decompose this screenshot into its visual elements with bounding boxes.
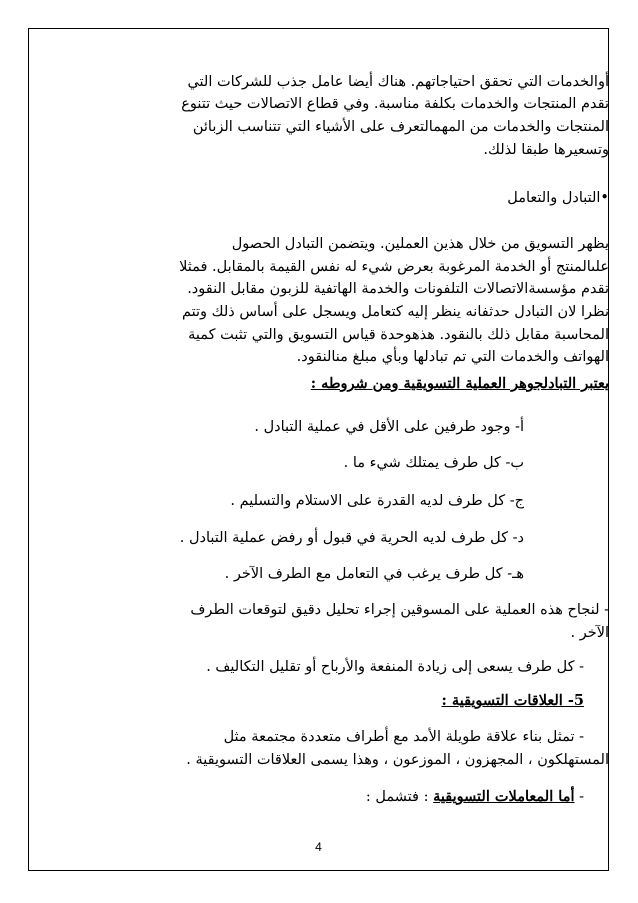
transactions-suffix: : فتشمل : <box>365 789 434 805</box>
paragraph-2-line-3: تقدم مؤسسةالاتصالات التلفونات والخدمة الهاتفية للزبون مقابل النقود. <box>187 281 609 297</box>
paragraph-2-line-6: الهواتف والخدمات التي تم تبادلها وبأي مبلغ منالنقود. <box>296 349 609 365</box>
paragraph-2-line-4: نظرا لان التبادل حدثفانه ينظر إليه كتعامل ويسجل على أساس ذلك وتتم <box>181 304 609 320</box>
condition-item: ب- كل طرف يمتلك شيء ما . <box>343 455 524 471</box>
page-number: 4 <box>315 840 322 854</box>
relations-text-line-2: المستهلكون ، المجهزون ، الموزعون ، وهذا يسمى العلاقات التسويقية . <box>186 752 609 768</box>
paragraph-1-line-2: تقدم المنتجات والخدمات بكلفة مناسبة. وفي قطاع الاتصالات حيث تتنوع <box>181 96 609 112</box>
paragraph-2-line-5: المحاسبة مقابل ذلك بالنقود. هذهوحدة قياس التسويق والتي تثبت كمية <box>188 327 609 343</box>
condition-item: أ- وجود طرفين على الأقل في عملية التبادل . <box>254 419 524 435</box>
success-note-line-2: الآخر . <box>570 625 609 641</box>
paragraph-2-line-1: يظهر التسويق من خلال هذين العملين. ويتضمن التبادل الحصول <box>231 236 609 252</box>
paragraph-1-line-1: أوالخدمات التي تحقق احتياجاتهم. هناك أيضا عامل جذب للشركات التي <box>187 74 609 90</box>
transactions-prefix: - <box>574 789 584 805</box>
conditions-heading <box>28 373 609 395</box>
paragraph-1-line-3: المنتجات والخدمات من المهمالتعرف على الأشياء التي تتناسب الزبائن <box>192 119 609 135</box>
each-party-note: - كل طرف يسعى إلى زيادة المنفعة والأرباح أو تقليل التكاليف . <box>206 659 584 675</box>
relations-text-line-1: - تمثل بناء علاقة طويلة الأمد مع أطراف متعددة مجتمعة مثل <box>223 729 584 745</box>
paragraph-2-line-2: علىالمنتج أو الخدمة المرغوبة بعرض شيء له نفس القيمة بالمقابل. فمثلا <box>179 259 609 275</box>
success-note-line-1: - لنجاح هذه العملية على المسوقين إجراء تحليل دقيق لتوقعات الطرف <box>190 602 609 618</box>
paragraph-1-line-4: وتسعيرها طبقا لذلك. <box>483 142 609 158</box>
condition-item: هـ- كل طرف يرغب في التعامل مع الطرف الآخر . <box>224 566 524 582</box>
section-heading-exchange: •التبادل والتعامل <box>507 190 609 206</box>
transactions-heading: أما المعاملات التسويقية <box>433 788 575 805</box>
document-page <box>28 28 609 871</box>
conditions-heading-text: يعتبر التبادلجوهر العملية التسويقية ومن شروطه : <box>310 375 609 392</box>
section-5-heading-text: 5- العلاقات التسويقية : <box>441 692 584 709</box>
section-5-heading <box>28 690 584 712</box>
condition-item: د- كل طرف لديه الحرية في قبول أو رفض عملية التبادل . <box>179 530 524 546</box>
condition-item: ج- كل طرف لديه القدرة على الاستلام والتسليم . <box>230 493 524 509</box>
transactions-line <box>28 786 584 808</box>
